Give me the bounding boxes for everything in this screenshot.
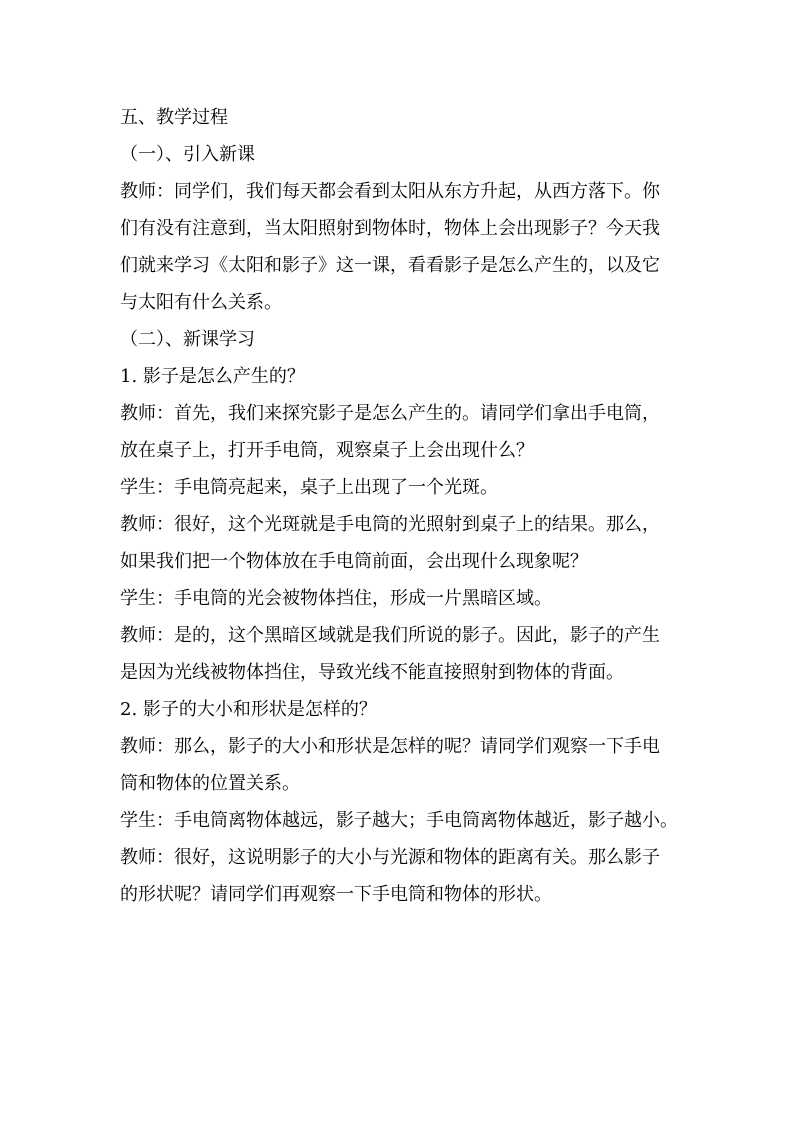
paragraph-line: 教师：是的，这个黑暗区域就是我们所说的影子。因此，影子的产生: [120, 625, 660, 646]
document-body: [120, 102, 680, 916]
numbered-heading: 2. 影子的大小和形状是怎样的？: [120, 699, 377, 720]
section-heading: 五、教学过程: [120, 107, 228, 128]
numbered-heading: 1. 影子是怎么产生的？: [120, 366, 305, 387]
paragraph-line: 是因为光线被物体挡住，导致光线不能直接照射到物体的背面。: [120, 662, 624, 683]
paragraph-line: 教师：很好，这说明影子的大小与光源和物体的距离有关。那么影子: [120, 847, 660, 868]
paragraph-line: 学生：手电筒的光会被物体挡住，形成一片黑暗区域。: [120, 588, 552, 609]
paragraph-line: 学生：手电筒亮起来，桌子上出现了一个光斑。: [120, 477, 498, 498]
paragraph-line: 教师：同学们，我们每天都会看到太阳从东方升起，从西方落下。你: [120, 181, 660, 202]
paragraph-line: 们有没有注意到，当太阳照射到物体时，物体上会出现影子？今天我: [120, 218, 660, 239]
paragraph-line: 与太阳有什么关系。: [120, 292, 282, 313]
paragraph-line: 筒和物体的位置关系。: [120, 773, 300, 794]
subsection-heading: （二）、新课学习: [120, 329, 255, 350]
paragraph-line: 学生：手电筒离物体越远，影子越大；手电筒离物体越近，影子越小。: [120, 810, 678, 831]
paragraph-line: 教师：首先，我们来探究影子是怎么产生的。请同学们拿出手电筒，: [120, 403, 660, 424]
paragraph-line: 放在桌子上，打开手电筒，观察桌子上会出现什么？: [120, 440, 534, 461]
paragraph-line: 如果我们把一个物体放在手电筒前面，会出现什么现象呢？: [120, 551, 588, 572]
subsection-heading: （一）、引入新课: [120, 144, 255, 165]
paragraph-line: 教师：那么，影子的大小和形状是怎样的呢？请同学们观察一下手电: [120, 736, 660, 757]
paragraph-line: 的形状呢？请同学们再观察一下手电筒和物体的形状。: [120, 884, 552, 905]
paragraph-line: 们就来学习《太阳和影子》这一课，看看影子是怎么产生的，以及它: [120, 255, 660, 276]
paragraph-line: 教师：很好，这个光斑就是手电筒的光照射到桌子上的结果。那么，: [120, 514, 660, 535]
